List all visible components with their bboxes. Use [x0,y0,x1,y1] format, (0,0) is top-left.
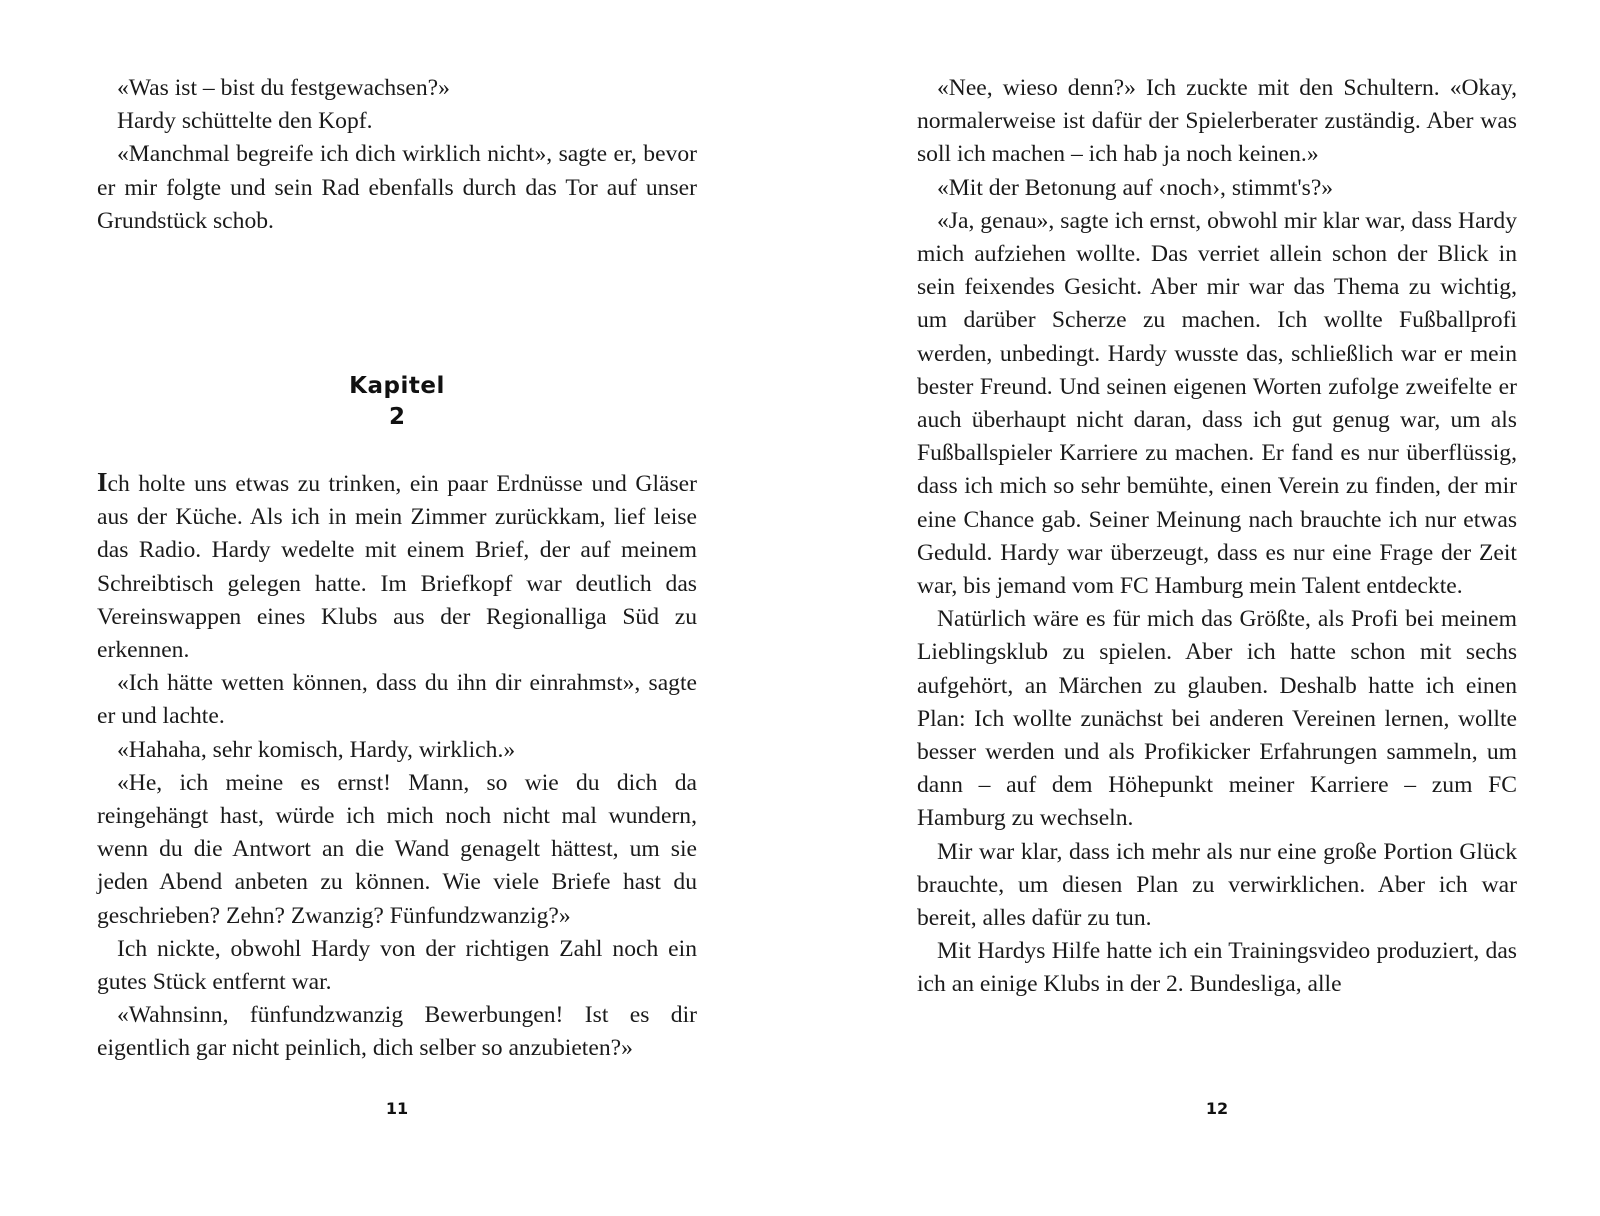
paragraph: Hardy schüttelte den Kopf. [117,108,373,135]
paragraph: Ich nickte, obwohl Hardy von der richtigen Zahl noch ein gutes Stück entfernt war. [97,935,697,996]
opening-paragraph [97,468,697,667]
paragraph: Natürlich wäre es für mich das Größte, als Profi bei meinem Lieblingsklub zu spielen. Aber ich hatte schon mit sechs aufgehört, an Märchen zu glauben. Deshalb hatte ich einen Plan: Ich wollte zunächst bei anderen Vereinen lernen, wollte besser werden und als Profikicker Erfahrungen sammeln, um dann – auf dem Höhepunkt meiner Karriere – zum FC Hamburg zu wechseln. [917,606,1517,832]
chapter-number: 2 [388,404,405,430]
paragraph: «Ich hätte wetten können, dass du ihn dir einrahmst», sagte er und lachte. [97,670,697,730]
paragraph: «Hahaha, sehr komisch, Hardy, wirklich.» [117,736,516,763]
paragraph: «Mit der Betonung auf ‹noch›, stimmt's?» [937,174,1334,201]
paragraph: «He, ich meine es ernst! Mann, so wie du dich da reingehängt hast, würde ich mich noch nicht mal wundern, wenn du die Antwort an die Wand genagelt hättest, um sie jeden Abend anbeten zu können. Wie viele Briefe hast du geschrieben? Zehn? Zwanzig? Fünfundzwanzig?» [97,769,697,929]
paragraph: «Manchmal begreife ich dich wirklich nicht», sagte er, bevor er mir folgte und sein Rad ebenfalls durch das Tor auf unser Grundstück schob. [97,141,697,234]
left-page [97,0,697,1216]
paragraph: Mir war klar, dass ich mehr als nur eine große Portion Glück brauchte, um diesen Plan zu verwirklichen. Aber ich war bereit, alles dafür zu tun. [917,838,1517,932]
paragraph: «Was ist – bist du festgewachsen?» [117,75,450,101]
page-number: 12 [1205,1099,1229,1118]
paragraph: Mit Hardys Hilfe hatte ich ein Trainingsvideo produziert, das ich an einige Klubs in der 2. Bundesliga, alle [917,938,1517,998]
right-page [917,0,1517,1216]
paragraph: «Ja, genau», sagte ich ernst, obwohl mir klar war, dass Hardy mich aufziehen wollte. Das verriet allein schon der Blick in sein feixendes Gesicht. Aber mir war das Thema zu wichtig, um darüber Scherze zu machen. Ich wollte Fußballprofi werden, unbedingt. Hardy wusste das, schließlich war er mein bester Freund. Und seinen eigenen Worten zufolge zweifelte er auch überhaupt nicht daran, dass ich gut genug war, um als Fußballspieler Karriere zu machen. Er fand es nur überflüssig, dass ich mich so sehr bemühte, einen Verein zu finden, der mir eine Chance gab. Seiner Meinung nach brauchte ich nur etwas Geduld. Hardy war überzeugt, dass es nur eine Frage der Zeit war, bis jemand vom FC Hamburg mein Talent entdeckte. [917,207,1517,600]
page-text [917,72,1517,1002]
chapter-text [97,468,697,1066]
paragraph: «Wahnsinn, fünfundzwanzig Bewerbungen! Ist es dir eigentlich gar nicht peinlich, dich selber so anzubieten?» [97,1002,697,1062]
paragraph: «Nee, wieso denn?» Ich zuckte mit den Schultern. «Okay, normalerweise ist dafür der Spielerberater zuständig. Aber was soll ich machen – ich hab ja noch keinen.» [917,75,1517,168]
opening-paragraph-text: ch holte uns etwas zu trinken, ein paar Erdnüsse und Gläser aus der Küche. Als ich in mein Zimmer zurückkam, lief leise das Radio. Hardy wedelte mit einem Brief, der auf meinem Schreibtisch gelegen hatte. Im Briefkopf war deutlich das Vereinswappen eines Klubs aus der Regionalliga Süd zu erkennen. [97,471,697,664]
drop-cap: I [97,467,108,497]
chapter-word: Kapitel [349,373,445,399]
scene-end-text [97,72,697,238]
page-number: 11 [385,1099,409,1118]
chapter-heading [97,370,697,432]
